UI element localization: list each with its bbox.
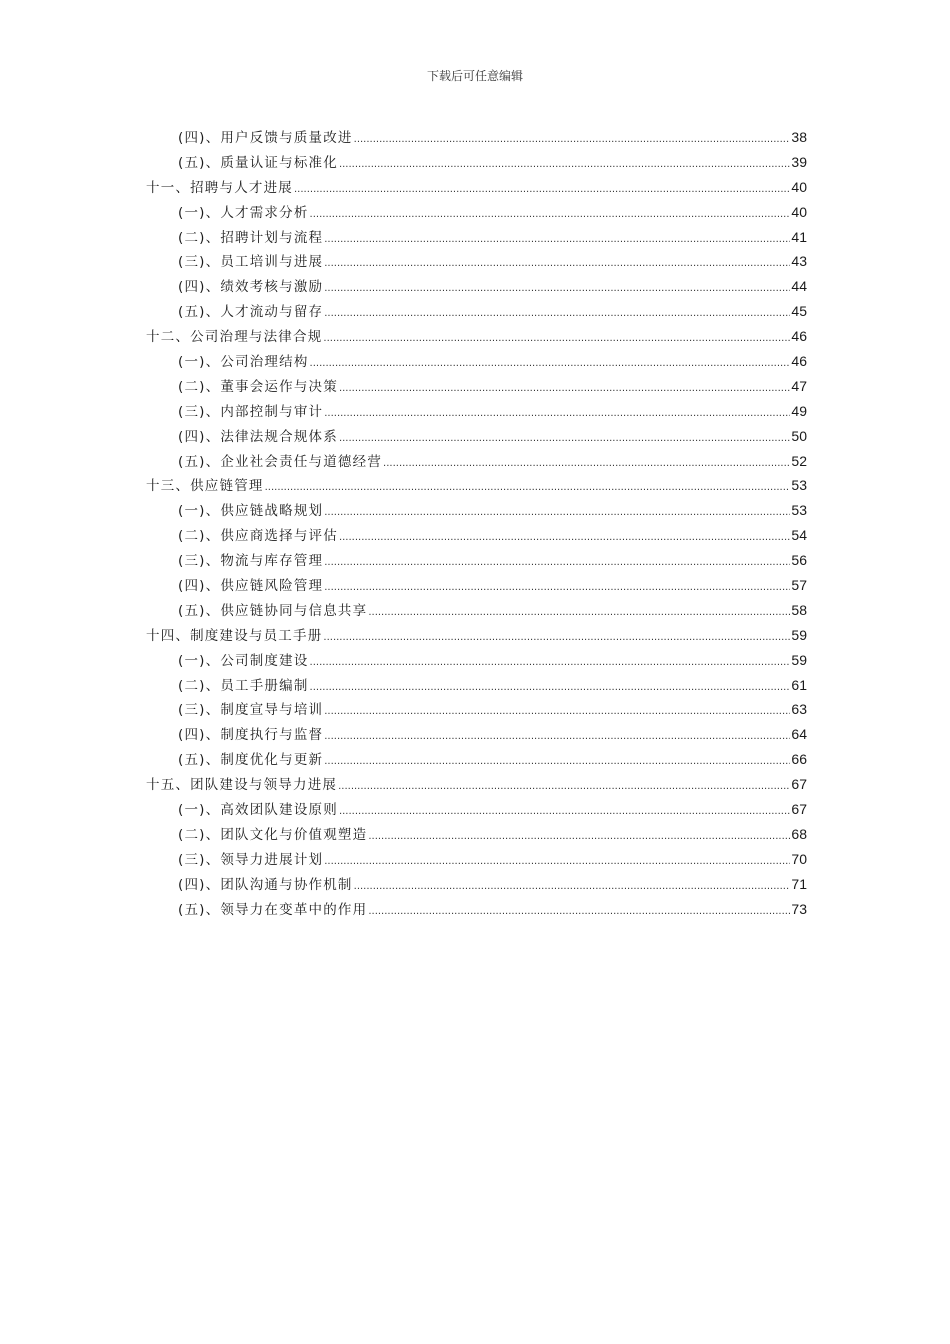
toc-section-entry[interactable]	[146, 723, 807, 748]
toc-entry-title: (四)、法律法规合规体系	[178, 428, 338, 445]
toc-page-number: 39	[791, 153, 807, 170]
toc-dot-leader	[310, 209, 791, 220]
toc-page-number: 40	[791, 178, 807, 195]
toc-dot-leader	[354, 881, 791, 892]
toc-dot-leader	[383, 458, 790, 469]
toc-entry-title: (一)、人才需求分析	[178, 204, 309, 221]
toc-dot-leader	[324, 706, 790, 717]
toc-section-entry[interactable]	[146, 549, 807, 574]
toc-page-number: 59	[791, 626, 807, 643]
toc-section-entry[interactable]	[146, 649, 807, 674]
toc-section-entry[interactable]	[146, 873, 807, 898]
toc-section-entry[interactable]	[146, 126, 807, 151]
toc-entry-title: (四)、供应链风险管理	[178, 578, 324, 595]
toc-entry-title: (五)、质量认证与标准化	[178, 154, 338, 171]
toc-dot-leader	[265, 482, 791, 493]
toc-section-entry[interactable]	[146, 250, 807, 275]
toc-section-entry[interactable]	[146, 226, 807, 251]
toc-dot-leader	[323, 333, 790, 344]
toc-page-number: 58	[791, 601, 807, 618]
toc-section-entry[interactable]	[146, 524, 807, 549]
toc-entry-title: 十三、供应链管理	[146, 478, 264, 495]
toc-entry-title: (五)、人才流动与留存	[178, 304, 324, 321]
toc-page-number: 49	[791, 402, 807, 419]
toc-page-number: 38	[791, 129, 807, 145]
toc-section-entry[interactable]	[146, 823, 807, 848]
toc-section-entry[interactable]	[146, 574, 807, 599]
toc-entry-title: (二)、员工手册编制	[178, 677, 309, 694]
toc-dot-leader	[339, 433, 790, 444]
toc-entry-title: (二)、团队文化与价值观塑造	[178, 826, 368, 843]
toc-section-entry[interactable]	[146, 898, 807, 923]
toc-dot-leader	[324, 557, 790, 568]
toc-dot-leader	[324, 756, 790, 767]
toc-section-entry[interactable]	[146, 275, 807, 300]
toc-entry-title: (二)、供应商选择与评估	[178, 528, 338, 545]
toc-page-number: 67	[791, 776, 807, 793]
toc-page-number: 45	[791, 303, 807, 320]
toc-entry-title: (二)、招聘计划与流程	[178, 229, 324, 246]
toc-dot-leader	[338, 781, 790, 792]
toc-entry-title: (五)、供应链协同与信息共享	[178, 602, 368, 619]
toc-dot-leader	[324, 308, 790, 319]
toc-page-number: 68	[791, 825, 807, 842]
toc-page-number: 43	[791, 253, 807, 270]
toc-entry-title: 十四、制度建设与员工手册	[146, 627, 323, 644]
toc-page-number: 44	[791, 278, 807, 295]
toc-entry-title: (五)、企业社会责任与道德经营	[178, 453, 383, 470]
toc-section-entry[interactable]	[146, 425, 807, 450]
toc-page-number: 59	[791, 651, 807, 668]
toc-page-number: 53	[791, 502, 807, 519]
toc-page-number: 54	[791, 527, 807, 544]
toc-page-number: 46	[791, 353, 807, 370]
toc-dot-leader	[324, 856, 790, 867]
table-of-contents	[146, 126, 807, 923]
toc-entry-title: (一)、供应链战略规划	[178, 503, 324, 520]
toc-page-number: 41	[791, 228, 807, 245]
toc-entry-title: (一)、公司治理结构	[178, 354, 309, 371]
toc-section-entry[interactable]	[146, 674, 807, 699]
toc-dot-leader	[324, 507, 790, 518]
toc-entry-title: (一)、高效团队建设原则	[178, 802, 338, 819]
toc-page-number: 61	[791, 676, 807, 693]
toc-dot-leader	[339, 806, 790, 817]
toc-dot-leader	[339, 383, 790, 394]
page-header: 下载后可任意编辑	[426, 69, 523, 83]
toc-page-number: 71	[791, 875, 807, 892]
toc-dot-leader	[324, 234, 790, 245]
toc-page-number: 46	[791, 328, 807, 345]
toc-page-number: 73	[791, 900, 807, 917]
toc-section-entry[interactable]	[146, 848, 807, 873]
toc-entry-title: (五)、领导力在变革中的作用	[178, 901, 368, 918]
toc-entry-title: (四)、用户反馈与质量改进	[178, 130, 353, 146]
toc-page-number: 56	[791, 552, 807, 569]
toc-chapter-entry[interactable]	[146, 624, 807, 649]
toc-page-number: 66	[791, 751, 807, 768]
toc-dot-leader	[310, 657, 791, 668]
toc-entry-title: (四)、团队沟通与协作机制	[178, 876, 353, 893]
toc-dot-leader	[368, 831, 790, 842]
toc-entry-title: (三)、制度宣导与培训	[178, 702, 324, 719]
toc-dot-leader	[310, 682, 791, 693]
toc-dot-leader	[324, 258, 790, 269]
toc-page-number: 50	[791, 427, 807, 444]
toc-dot-leader	[323, 632, 790, 643]
toc-section-entry[interactable]	[146, 300, 807, 325]
toc-chapter-entry[interactable]	[146, 176, 807, 201]
toc-dot-leader	[324, 408, 790, 419]
toc-page-number: 52	[791, 452, 807, 469]
toc-page-number: 63	[791, 701, 807, 718]
toc-section-entry[interactable]	[146, 698, 807, 723]
toc-section-entry[interactable]	[146, 400, 807, 425]
toc-entry-title: 十二、公司治理与法律合规	[146, 329, 323, 346]
toc-page-number: 57	[791, 577, 807, 594]
toc-page-number: 53	[791, 477, 807, 494]
toc-page-number: 67	[791, 801, 807, 818]
toc-dot-leader	[324, 283, 790, 294]
toc-page-number: 70	[791, 850, 807, 867]
toc-entry-title: (三)、物流与库存管理	[178, 553, 324, 570]
toc-page-number: 64	[791, 726, 807, 743]
toc-chapter-entry[interactable]	[146, 773, 807, 798]
toc-entry-title: (三)、员工培训与进展	[178, 254, 324, 271]
toc-section-entry[interactable]	[146, 450, 807, 475]
toc-dot-leader	[368, 906, 790, 917]
toc-section-entry[interactable]	[146, 375, 807, 400]
toc-section-entry[interactable]	[146, 201, 807, 226]
toc-entry-title: (三)、内部控制与审计	[178, 403, 324, 420]
toc-dot-leader	[310, 358, 791, 369]
toc-chapter-entry[interactable]	[146, 325, 807, 350]
toc-entry-title: (四)、制度执行与监督	[178, 727, 324, 744]
toc-section-entry[interactable]	[146, 350, 807, 375]
toc-dot-leader	[339, 159, 790, 170]
toc-entry-title: 十五、团队建设与领导力进展	[146, 777, 338, 794]
toc-dot-leader	[324, 582, 790, 593]
toc-dot-leader	[354, 134, 791, 145]
toc-dot-leader	[339, 532, 790, 543]
toc-section-entry[interactable]	[146, 151, 807, 176]
toc-entry-title: (四)、绩效考核与激励	[178, 279, 324, 296]
toc-dot-leader	[368, 607, 790, 618]
toc-dot-leader	[294, 184, 790, 195]
toc-entry-title: (一)、公司制度建设	[178, 652, 309, 669]
toc-section-entry[interactable]	[146, 748, 807, 773]
toc-entry-title: (三)、领导力进展计划	[178, 851, 324, 868]
toc-section-entry[interactable]	[146, 798, 807, 823]
toc-section-entry[interactable]	[146, 599, 807, 624]
toc-chapter-entry[interactable]	[146, 474, 807, 499]
toc-dot-leader	[324, 731, 790, 742]
toc-entry-title: (二)、董事会运作与决策	[178, 378, 338, 395]
toc-page-number: 47	[791, 377, 807, 394]
toc-page-number: 40	[791, 203, 807, 220]
toc-entry-title: 十一、招聘与人才进展	[146, 179, 293, 196]
toc-section-entry[interactable]	[146, 499, 807, 524]
toc-entry-title: (五)、制度优化与更新	[178, 752, 324, 769]
